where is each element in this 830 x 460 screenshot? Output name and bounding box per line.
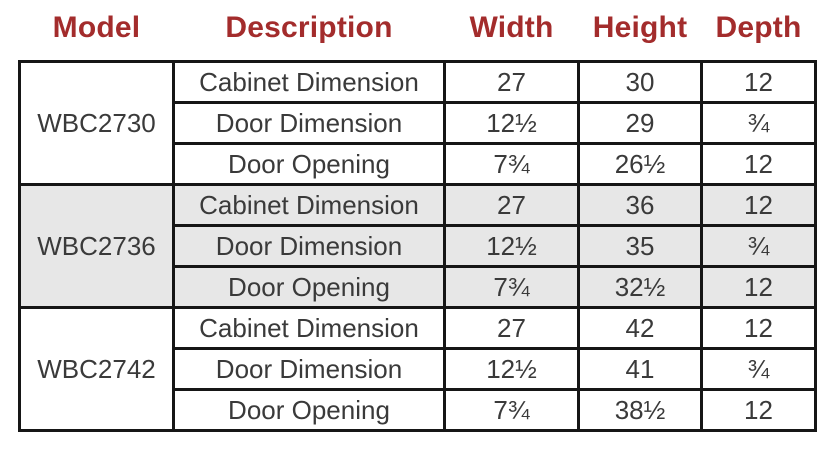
- column-header-width: Width: [469, 11, 554, 44]
- width-cell: 27: [445, 308, 579, 349]
- height-cell: 26½: [579, 144, 702, 185]
- depth-cell: 12: [702, 267, 816, 308]
- depth-cell: ¾: [702, 103, 816, 144]
- column-header-depth: Depth: [715, 11, 802, 44]
- width-cell: 7¾: [445, 144, 579, 185]
- width-cell: 27: [445, 185, 579, 226]
- model-cell: WBC2742: [20, 308, 174, 431]
- description-cell: Cabinet Dimension: [174, 62, 445, 103]
- height-cell: 29: [579, 103, 702, 144]
- depth-cell: ¾: [702, 349, 816, 390]
- height-cell: 35: [579, 226, 702, 267]
- table-row: [20, 62, 816, 103]
- description-cell: Door Opening: [174, 267, 445, 308]
- depth-cell: 12: [702, 308, 816, 349]
- depth-cell: 12: [702, 62, 816, 103]
- width-cell: 12½: [445, 349, 579, 390]
- description-cell: Cabinet Dimension: [174, 308, 445, 349]
- description-cell: Door Dimension: [174, 226, 445, 267]
- height-cell: 42: [579, 308, 702, 349]
- width-cell: 12½: [445, 226, 579, 267]
- height-cell: 32½: [579, 267, 702, 308]
- depth-cell: ¾: [702, 226, 816, 267]
- description-cell: Door Opening: [174, 144, 445, 185]
- header-row: [20, 6, 816, 62]
- column-header-height: Height: [592, 11, 688, 44]
- description-cell: Cabinet Dimension: [174, 185, 445, 226]
- width-cell: 7¾: [445, 267, 579, 308]
- depth-cell: 12: [702, 390, 816, 431]
- width-cell: 12½: [445, 103, 579, 144]
- table-row: [20, 185, 816, 226]
- height-cell: 41: [579, 349, 702, 390]
- model-cell: WBC2736: [20, 185, 174, 308]
- width-cell: 7¾: [445, 390, 579, 431]
- column-header-description: Description: [225, 11, 393, 44]
- model-cell: WBC2730: [20, 62, 174, 185]
- description-cell: Door Dimension: [174, 349, 445, 390]
- description-cell: Door Dimension: [174, 103, 445, 144]
- height-cell: 30: [579, 62, 702, 103]
- depth-cell: 12: [702, 144, 816, 185]
- cabinet-spec-table: [18, 6, 817, 432]
- height-cell: 38½: [579, 390, 702, 431]
- height-cell: 36: [579, 185, 702, 226]
- table-row: [20, 308, 816, 349]
- width-cell: 27: [445, 62, 579, 103]
- column-header-model: Model: [52, 11, 141, 44]
- depth-cell: 12: [702, 185, 816, 226]
- description-cell: Door Opening: [174, 390, 445, 431]
